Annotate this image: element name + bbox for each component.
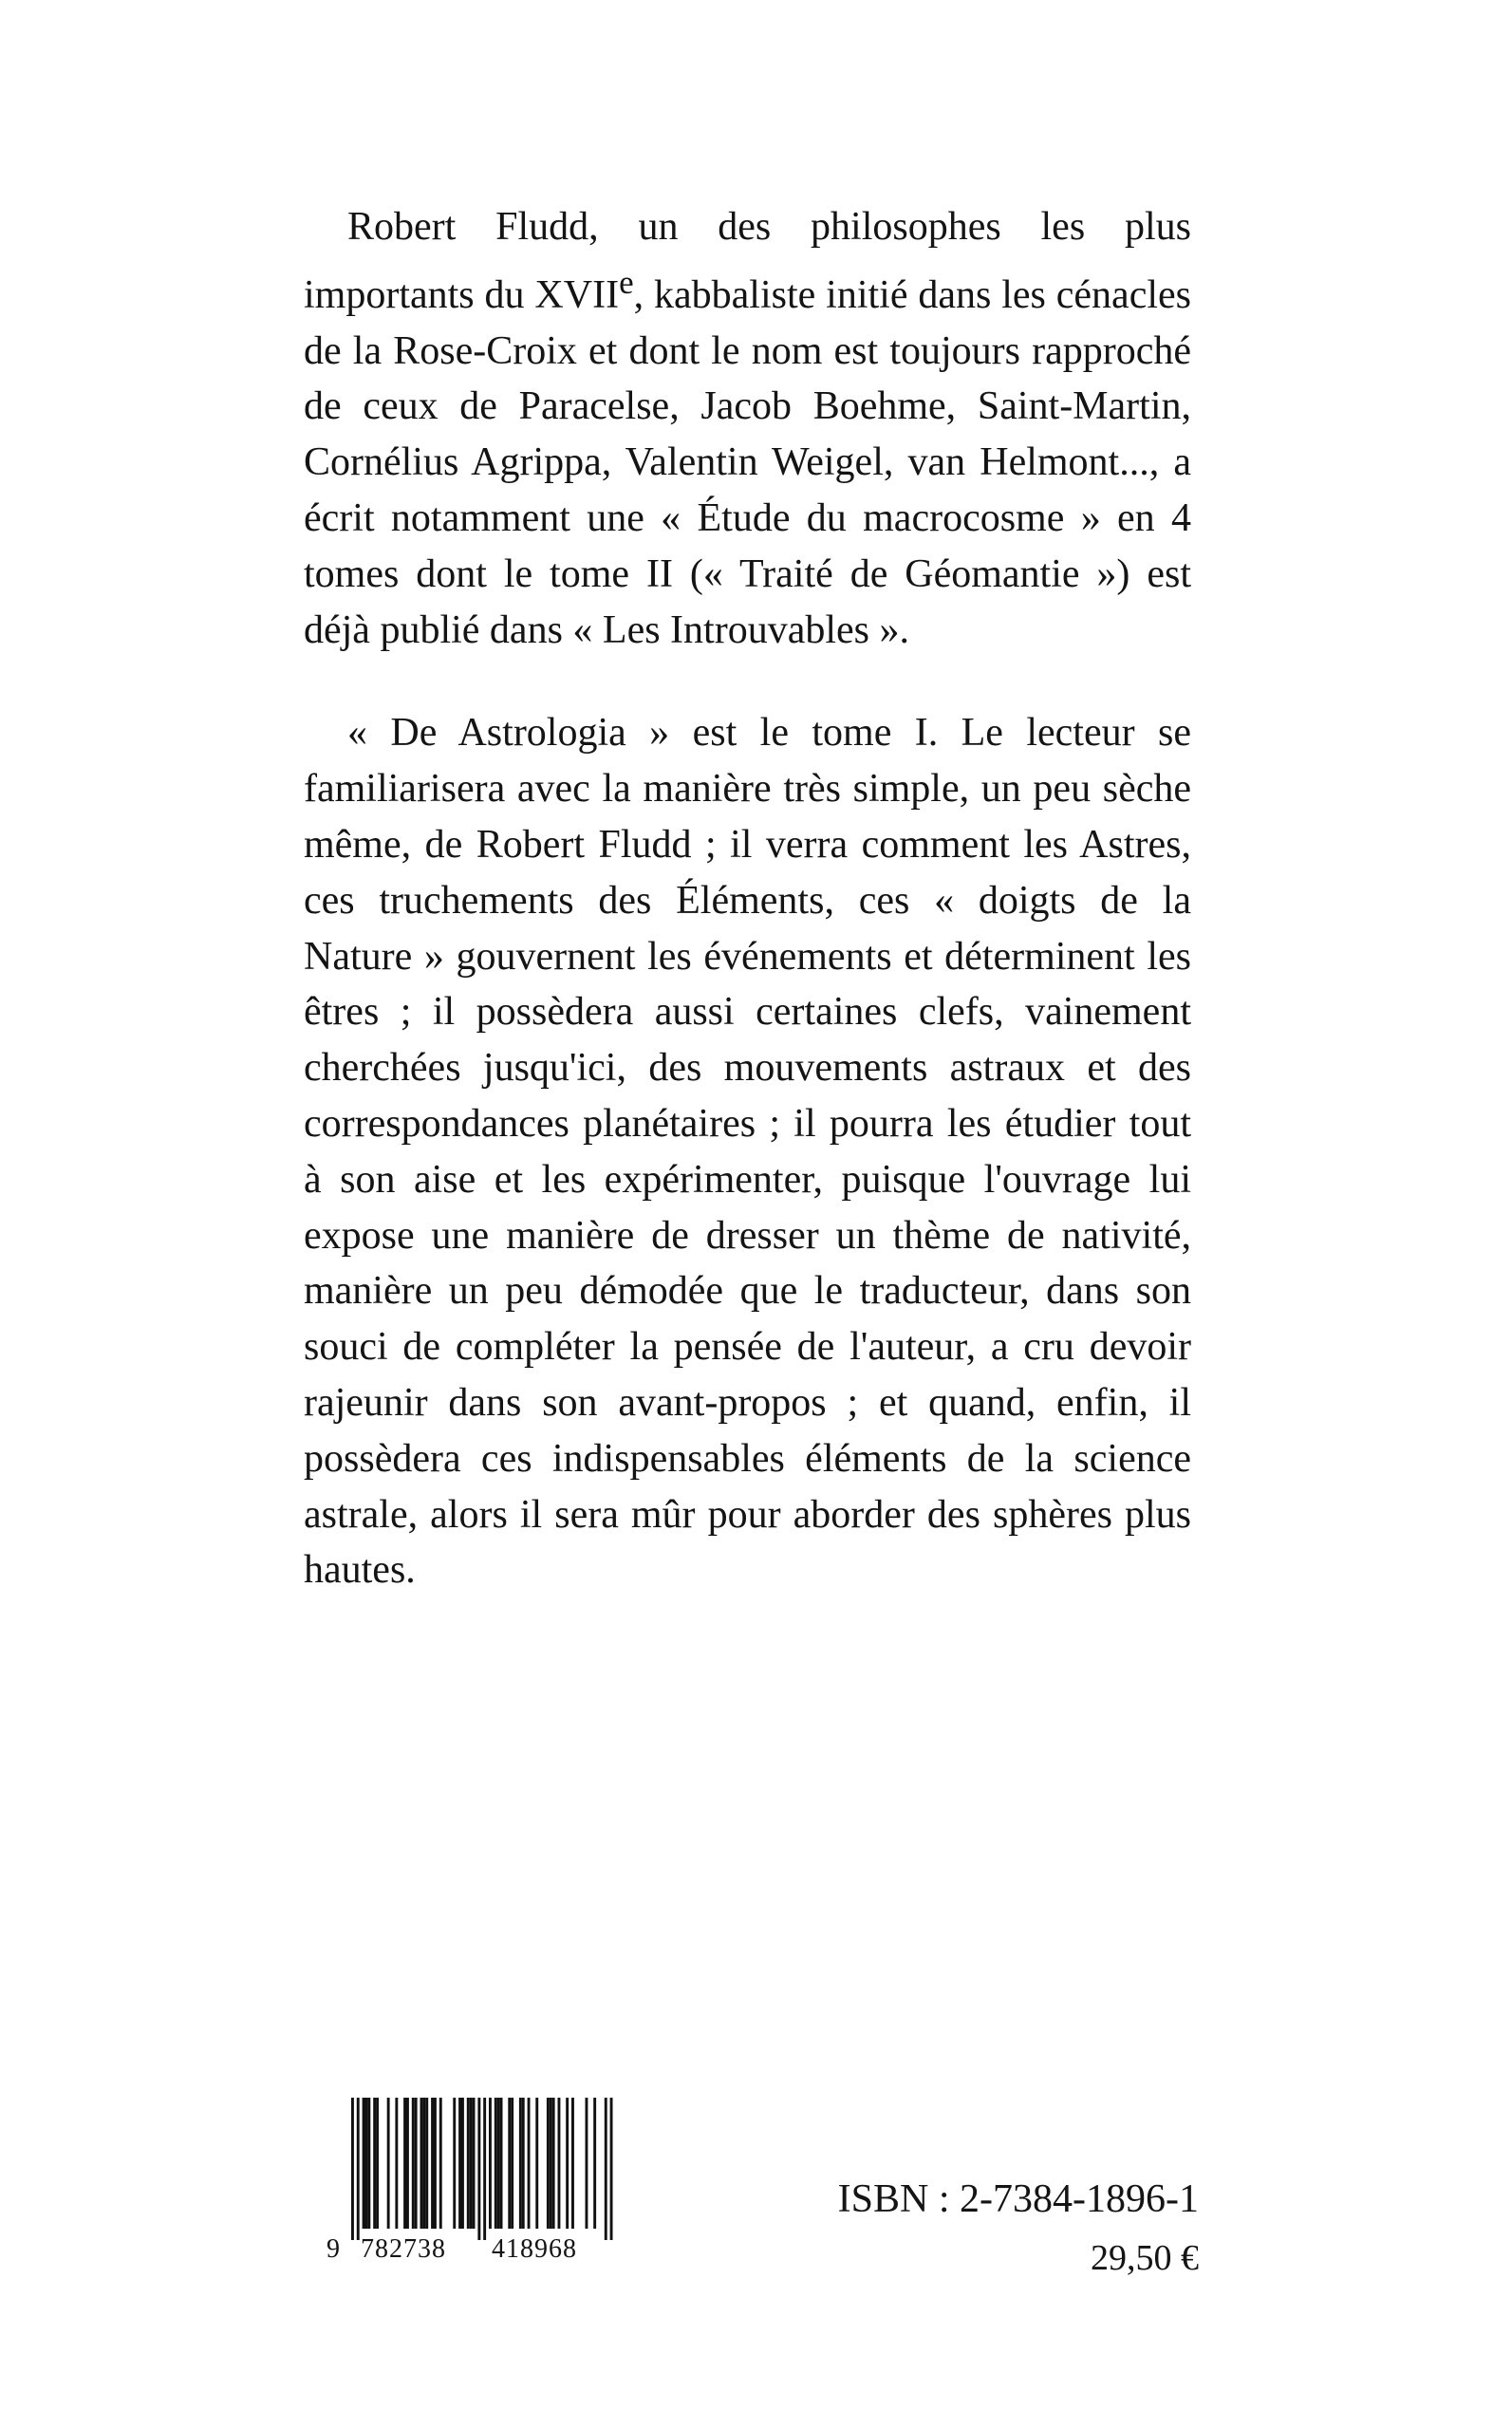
isbn-number: ISBN : 2-7384-1896-1 [837,2177,1199,2221]
barcode-left-group: 782738 [361,2234,446,2264]
barcode-bar [522,2098,525,2229]
barcode-bar [593,2098,596,2229]
back-cover-text [304,199,1191,1598]
barcode-right-group: 418968 [492,2234,577,2264]
barcode-bar [453,2098,456,2229]
barcode-bar [495,2098,497,2229]
barcode-bar [434,2098,437,2229]
barcode-bar [550,2098,552,2229]
barcode-bar [483,2098,486,2240]
barcode-bar [412,2098,415,2229]
barcode-bar [373,2098,376,2229]
barcode-bar [511,2098,513,2229]
barcode-bar [363,2098,365,2229]
barcode-bar [566,2098,569,2229]
century-superscript: e [619,263,634,301]
barcode-bar [500,2098,503,2229]
barcode-first-digit: 9 [327,2234,341,2264]
barcode-bar [458,2098,461,2229]
barcode-bar [439,2098,442,2229]
barcode-bar [387,2098,390,2229]
barcode-bar [470,2098,473,2229]
barcode-bar [461,2098,464,2229]
barcode-bar [367,2098,370,2229]
barcode-bar [467,2098,470,2229]
barcode-bars [325,2098,628,2240]
barcode-bar [406,2098,409,2229]
barcode-bar [351,2098,354,2240]
barcode-bar [508,2098,511,2229]
barcode-bar [528,2098,531,2229]
paragraph-intro [304,199,1191,658]
barcode-bar [431,2098,434,2229]
barcode-digits [325,2235,628,2264]
barcode-bar [415,2098,418,2229]
barcode-bar [547,2098,550,2229]
barcode-bar [422,2098,425,2229]
barcode-bar [552,2098,555,2229]
barcode-bar [571,2098,574,2229]
barcode-bar [586,2098,588,2229]
barcode-bar [477,2098,480,2240]
barcode-bar [376,2098,379,2229]
barcode [325,2098,628,2264]
barcode-bar [403,2098,406,2229]
barcode-bar [420,2098,423,2229]
barcode-bar [365,2098,368,2229]
price: 29,50 € [1091,2238,1199,2278]
barcode-bar [605,2098,607,2240]
intro-text-end: , kabbaliste initié dans les cénacles de la Rose-Croix et dont le nom est toujours rapproché de ceux de Paracelse, Jacob Boehme, Saint-Martin, Cornélius Agrippa, Valentin Weigel, van Helmont..., a écrit notamment une « Étude du macrocosme » en 4 tomes dont le tome II (« Traité de Géomantie ») est déjà publié dans « Les Introuvables ». [304,272,1191,652]
barcode-bar [497,2098,500,2229]
barcode-bar [558,2098,561,2229]
barcode-bar [489,2098,492,2229]
barcode-bar [519,2098,522,2229]
paragraph-description: « De Astrologia » est le tome I. Le lecteur se familiarisera avec la manière très simple, un peu sèche même, de Robert Fludd ; il verra comment les Astres, ces truchements des Éléments, ces « doigts de la Nature » gouvernent les événements et déterminent les êtres ; il possèdera aussi certaines clefs, vainement cherchées jusqu'ici, des mouvements astraux et des correspondances planétaires ; il pourra les étudier tout à son aise et les expérimenter, puisque l'ouvrage lui expose une manière de dresser un thème de nativité, manière un peu démodée que le traducteur, dans son souci de compléter la pensée de l'auteur, a cru devoir rajeunir dans son avant-propos ; et quand, enfin, il possèdera ces indispensables éléments de la science astrale, alors il sera mûr pour aborder des sphères plus hautes. [304,711,1191,1593]
barcode-bar [535,2098,538,2229]
barcode-bar [610,2098,613,2240]
barcode-bar [395,2098,398,2229]
intro-text-start: Robert Fludd, un des philosophes les plus importants du XVII [304,205,1191,317]
barcode-bar [357,2098,360,2240]
barcode-bar [473,2098,476,2229]
barcode-bar [425,2098,428,2229]
